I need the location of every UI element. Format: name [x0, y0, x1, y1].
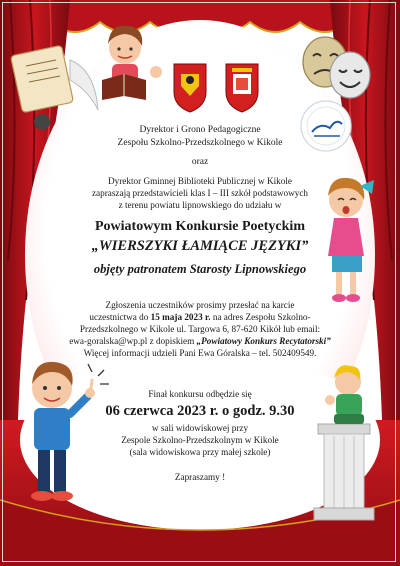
organizer-line-2: Zespołu Szkolno-Przedszkolnego w Kikole — [117, 138, 283, 148]
final-line-4: Zespole Szkolno-Przedszkolnym w Kikole — [121, 435, 279, 445]
email-text[interactable]: ewa-goralska@wp.pl z dopiskiem — [69, 336, 197, 346]
invite-line-3: z terenu powiatu lipnowskiego do udziału w — [118, 200, 282, 210]
application-line-1 — [0, 300, 400, 312]
application-line-3 — [0, 324, 400, 336]
apply-text-3: Przedszkolnego w Kikole ul. Targowa 6, 87-620 Kikół lub email: — [79, 324, 321, 334]
final-line-5: (sala widowiskowa przy małej szkole) — [129, 447, 271, 457]
final-date: 06 czerwca 2023 r. o godz. 9.30 — [105, 403, 295, 419]
patronage-line: objęty patronatem Starosty Lipnowskiego — [93, 262, 307, 276]
contest-title: Powiatowym Konkursie Poetyckim — [95, 219, 305, 234]
final-line-1: Finał konkursu odbędzie się — [148, 389, 252, 399]
closing-text: Zapraszamy ! — [174, 472, 226, 482]
contest-name: „WIERSZYKI ŁAMIĄCE JĘZYKI” — [91, 238, 309, 254]
apply-text-2b: na adres Zespołu Szkolno- — [210, 312, 311, 322]
final-line-3: w sali widowiskowej przy — [151, 423, 249, 433]
email-note-tag: „Powiatowy Konkurs Recytatorski” — [196, 336, 331, 346]
apply-text-2a: uczestnictwa do — [89, 312, 151, 322]
apply-text-1: Zgłoszenia uczestników prosimy przesłać na karcie — [105, 300, 295, 310]
invite-line-2: zapraszają przedstawicieli klas I – III szkół podstawowych — [91, 188, 309, 198]
application-line-4 — [0, 336, 400, 348]
and-text: oraz — [191, 157, 209, 167]
application-line-5 — [0, 348, 400, 360]
deadline-date: 15 maja 2023 r. — [150, 312, 211, 322]
contact-info: Więcej informacji udzieli Pani Ewa Góralska – tel. 502409549. — [83, 348, 317, 358]
invite-line-1: Dyrektor Gminnej Biblioteki Publicznej w Kikole — [108, 176, 292, 186]
organizer-line-1: Dyrektor i Grono Pedagogiczne — [139, 125, 261, 135]
application-line-2 — [0, 312, 400, 324]
